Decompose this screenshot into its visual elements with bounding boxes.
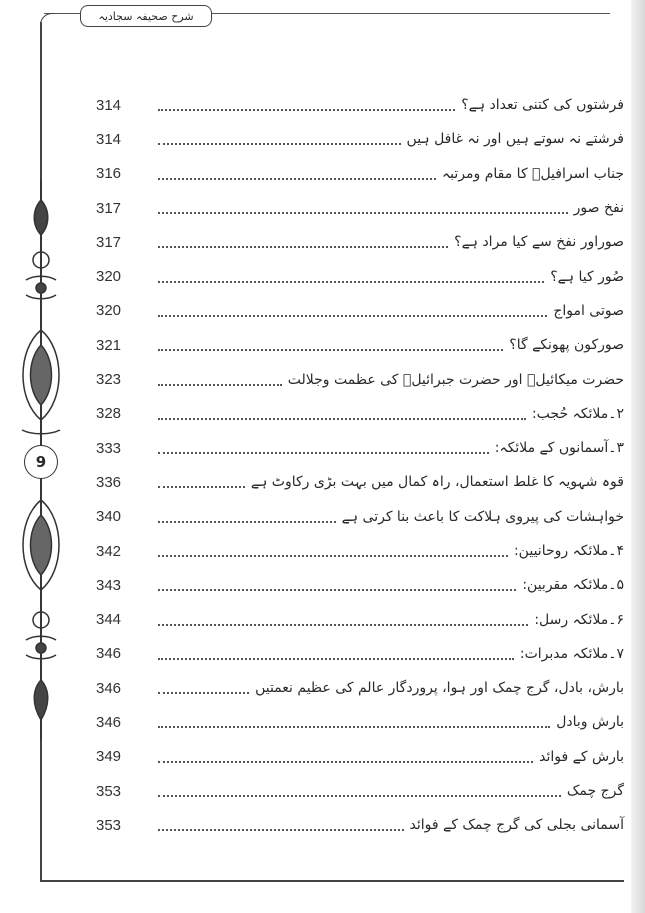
- toc-entry: [96, 465, 624, 499]
- toc-page-number: 346: [96, 713, 122, 731]
- dot-leader: [158, 486, 245, 488]
- dot-leader: [158, 589, 516, 591]
- toc-entry: [96, 362, 624, 396]
- toc-title: صورکون پھونکے گا؟: [509, 337, 624, 354]
- toc-title: بارش وبادل: [556, 714, 624, 731]
- dot-leader: [158, 795, 561, 797]
- frame-corner: [40, 13, 55, 28]
- dot-leader: [158, 726, 550, 728]
- dot-leader: [158, 658, 514, 660]
- dot-leader: [158, 212, 568, 214]
- toc-entry: [96, 431, 624, 465]
- toc-entry: [96, 534, 624, 568]
- toc-entry: [96, 740, 624, 774]
- toc-entry: [96, 808, 624, 842]
- book-title: شرح صحیفہ سجادیہ: [98, 9, 194, 23]
- toc-page-number: 317: [96, 233, 122, 251]
- dot-leader: [158, 281, 544, 283]
- toc-title: بارش کے فوائد: [539, 748, 624, 765]
- toc-page-number: 316: [96, 165, 122, 183]
- toc-page-number: 343: [96, 576, 122, 594]
- toc-entry: [96, 328, 624, 362]
- toc-page-number: 336: [96, 473, 122, 491]
- toc-title: آسمانی بجلی کی گرج چمک کے فوائد: [409, 817, 624, 834]
- toc-entry: [96, 602, 624, 636]
- toc-page-number: 314: [96, 130, 122, 148]
- toc-entry: [96, 294, 624, 328]
- toc-entry: [96, 225, 624, 259]
- toc-title: ۷۔ملائکہ مدبرات:: [519, 645, 624, 662]
- toc-page-number: 320: [96, 302, 122, 320]
- toc-page-number: 353: [96, 782, 122, 800]
- dot-leader: [158, 315, 547, 317]
- toc-title: ۶۔ملائکہ رسل:: [534, 611, 624, 628]
- toc-page-number: 333: [96, 439, 122, 457]
- frame-bottom-line: [40, 880, 624, 882]
- toc-page-number: 320: [96, 268, 122, 286]
- toc-page-number: 317: [96, 199, 122, 217]
- toc-title: ۵۔ملائکہ مقربین:: [522, 577, 624, 594]
- toc-entry: [96, 157, 624, 191]
- toc-page-number: 346: [96, 645, 122, 663]
- toc-title: بارش، بادل، گرج چمک اور ہوا، پروردگار عالم کی عظیم نعمتیں: [255, 680, 624, 697]
- toc-title: صُور کیا ہے؟: [550, 268, 624, 285]
- dot-leader: [158, 624, 528, 626]
- toc-title: نفخ صور: [573, 200, 624, 217]
- table-of-contents: [96, 88, 624, 843]
- toc-title: ۳۔آسمانوں کے ملائکہ:: [494, 440, 624, 457]
- dot-leader: [158, 452, 489, 454]
- toc-page-number: 344: [96, 611, 122, 629]
- dot-leader: [158, 349, 503, 351]
- toc-page-number: 328: [96, 405, 122, 423]
- toc-page-number: 340: [96, 508, 122, 526]
- dot-leader: [158, 384, 282, 386]
- toc-page-number: 321: [96, 336, 122, 354]
- toc-entry: [96, 568, 624, 602]
- toc-entry: [96, 774, 624, 808]
- dot-leader: [158, 829, 404, 831]
- toc-entry: [96, 637, 624, 671]
- running-header: [80, 5, 212, 27]
- toc-entry: [96, 259, 624, 293]
- toc-title: خواہشات کی پیروی ہلاکت کا باعث بنا کرتی ہے: [341, 508, 624, 525]
- toc-title: ۴۔ملائکہ روحانیین:: [513, 543, 624, 559]
- dot-leader: [158, 246, 448, 248]
- toc-entry: [96, 671, 624, 705]
- toc-entry: [96, 500, 624, 534]
- dot-leader: [158, 418, 526, 420]
- toc-title: ۲۔ملائکہ حُجب:: [531, 405, 624, 422]
- toc-title: فرشتے نہ سوتے ہیں اور نہ غافل ہیں: [406, 131, 624, 148]
- toc-title: صوتی امواج: [553, 302, 624, 319]
- dot-leader: [158, 555, 508, 557]
- toc-page-number: 353: [96, 816, 122, 834]
- toc-entry: [96, 397, 624, 431]
- toc-entry: [96, 88, 624, 122]
- toc-page-number: 349: [96, 748, 122, 766]
- toc-title: حضرت میکائیلؑ اور حضرت جبرائیلؑ کی عظمت وجلالت: [287, 371, 624, 388]
- toc-title: صوراور نفخ سے کیا مراد ہے؟: [454, 234, 624, 251]
- toc-entry: [96, 705, 624, 739]
- toc-title: گرج چمک: [566, 783, 624, 800]
- toc-title: جناب اسرافیلؑ کا مقام ومرتبہ: [441, 165, 624, 182]
- dot-leader: [158, 761, 533, 763]
- toc-entry: [96, 191, 624, 225]
- toc-title: قوہ شہویہ کا غلط استعمال، راہ کمال میں بہت بڑی رکاوٹ ہے: [250, 474, 624, 491]
- scan-shadow: [631, 0, 645, 913]
- toc-page-number: 342: [96, 542, 122, 560]
- dot-leader: [158, 109, 455, 111]
- toc-page-number: 346: [96, 679, 122, 697]
- dot-leader: [158, 178, 436, 180]
- toc-entry: [96, 122, 624, 156]
- page-number: 9: [24, 445, 58, 479]
- dot-leader: [158, 692, 249, 694]
- toc-page-number: 323: [96, 371, 122, 389]
- dot-leader: [158, 521, 336, 523]
- dot-leader: [158, 143, 401, 145]
- toc-page-number: 314: [96, 96, 122, 114]
- toc-title: فرشتوں کی کتنی تعداد ہے؟: [461, 97, 624, 114]
